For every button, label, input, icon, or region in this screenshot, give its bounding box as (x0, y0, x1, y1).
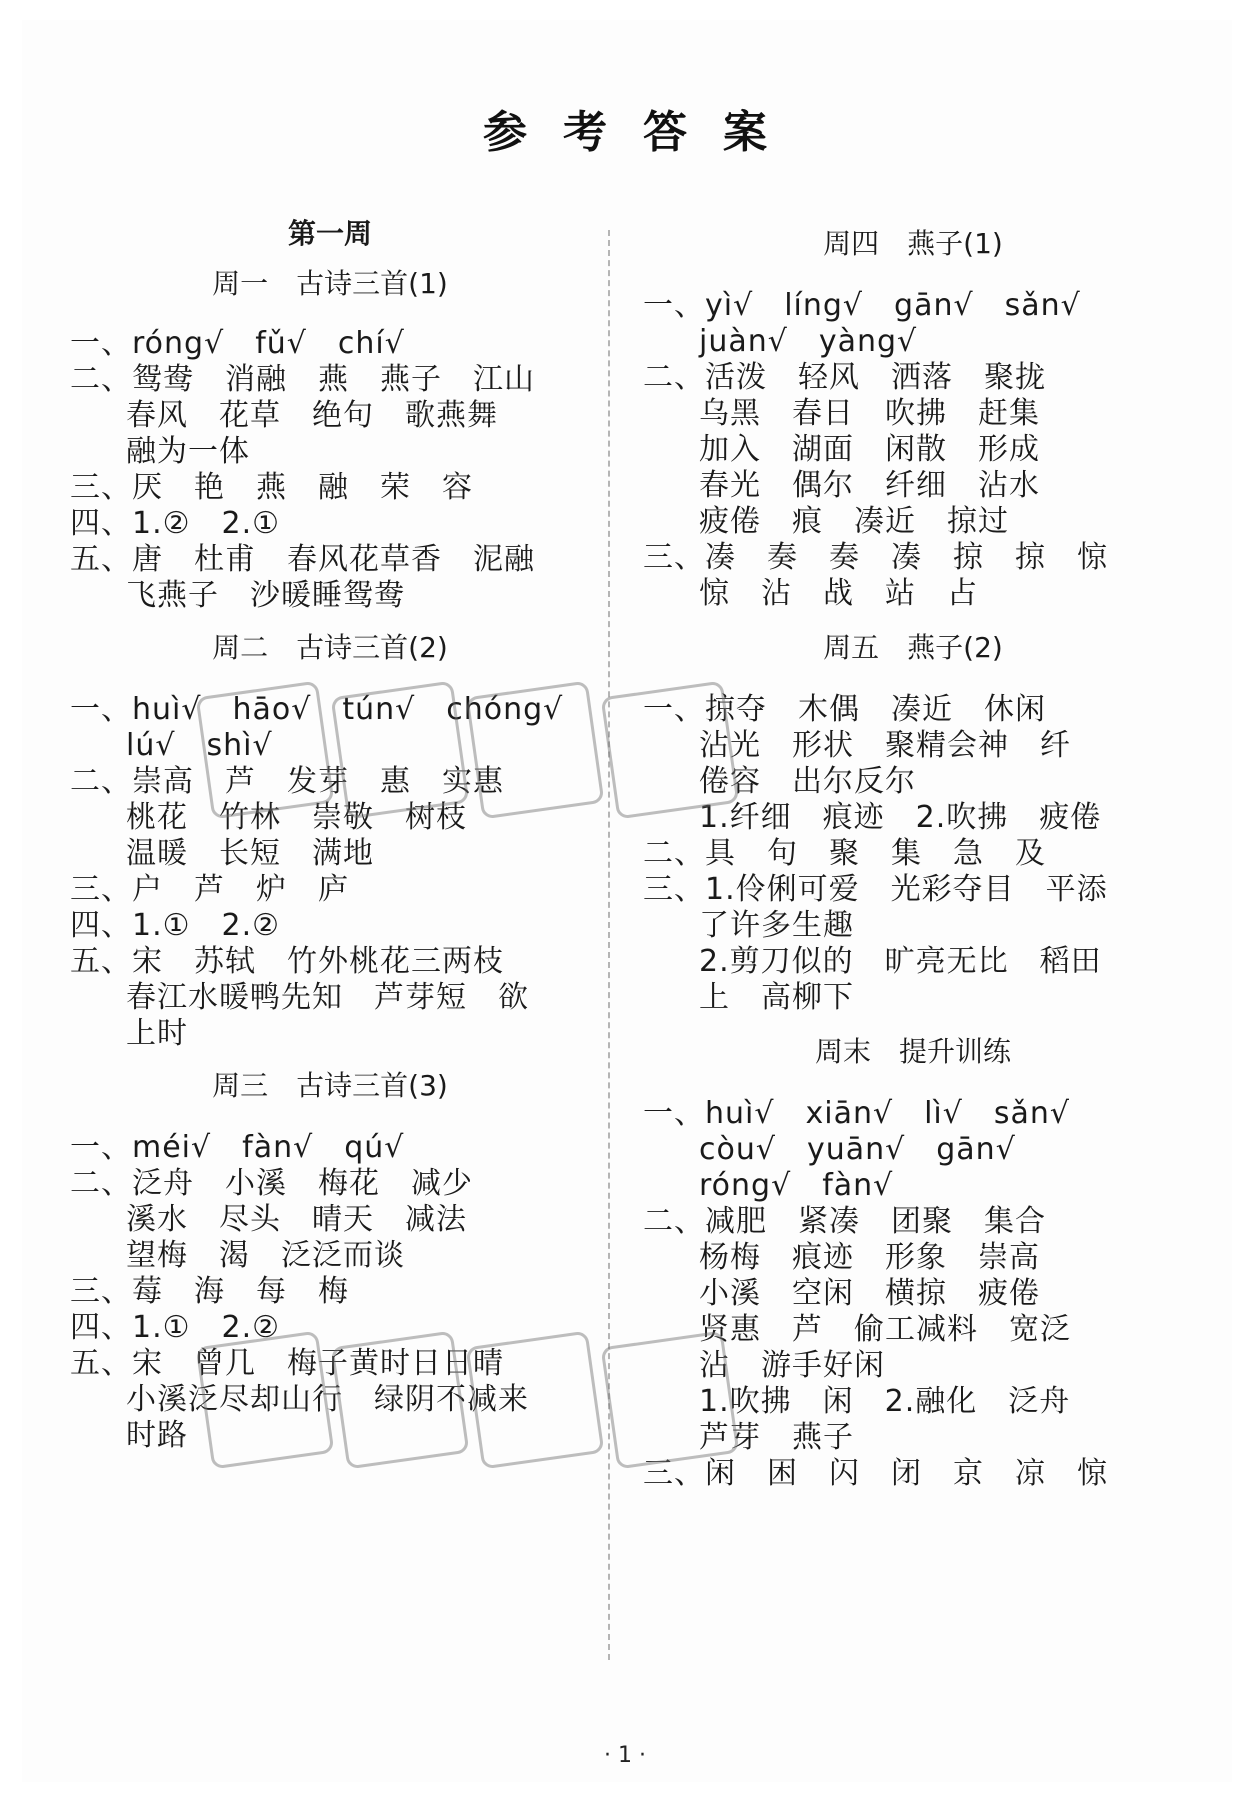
answer-line: 二、活泼 轻风 洒落 聚拢 (643, 360, 1046, 395)
answer-line: 飞燕子 沙暖睡鸳鸯 (126, 578, 405, 613)
answer-line: 一、yì√ líng√ gān√ sǎn√ (643, 288, 1081, 323)
answer-line: 五、宋 苏轼 竹外桃花三两枝 (70, 944, 504, 979)
answer-line: 惊 沾 战 站 占 (699, 576, 978, 611)
answer-line: 倦容 出尔反尔 (699, 764, 916, 799)
answer-line: 时路 (126, 1418, 188, 1453)
answer-line: 了许多生趣 (699, 908, 854, 943)
answer-line: 杨梅 痕迹 形象 崇高 (699, 1240, 1040, 1275)
answer-line: 四、1.① 2.② (70, 908, 281, 943)
answer-line: 一、huì√ xiān√ lì√ sǎn√ (643, 1096, 1071, 1131)
section-subtitle: 周五 燕子(2) (823, 631, 1003, 664)
answer-line: 乌黑 春日 吹拂 赶集 (699, 396, 1040, 431)
answer-line: róng√ fàn√ (699, 1168, 894, 1203)
answer-line: 小溪 空闲 横掠 疲倦 (699, 1276, 1040, 1311)
column-divider (608, 230, 610, 1660)
answer-line: 春江水暖鸭先知 芦芽短 欲 (126, 980, 529, 1015)
answer-line: 上 高柳下 (699, 980, 854, 1015)
answer-line: 沾光 形状 聚精会神 纤 (699, 728, 1071, 763)
title-char: 考 (552, 100, 618, 166)
section-subtitle: 周末 提升训练 (814, 1035, 1011, 1068)
week-heading: 第一周 (287, 217, 372, 250)
section-subtitle: 周一 古诗三首(1) (212, 267, 448, 300)
answer-line: 一、huì√ hāo√ tún√ chóng√ (70, 692, 564, 727)
answer-line: 上时 (126, 1016, 188, 1051)
answer-line: 三、厌 艳 燕 融 荣 容 (70, 470, 473, 505)
answer-line: 桃花 竹林 崇敬 树枝 (126, 800, 467, 835)
answer-line: 二、减肥 紧凑 团聚 集合 (643, 1204, 1046, 1239)
answer-line: 1.纤细 痕迹 2.吹拂 疲倦 (699, 800, 1102, 835)
answer-line: 芦芽 燕子 (699, 1420, 854, 1455)
answer-line: 贤惠 芦 偷工减料 宽泛 (699, 1312, 1071, 1347)
section-subtitle: 周四 燕子(1) (823, 227, 1003, 260)
answer-line: 一、róng√ fǔ√ chí√ (70, 326, 405, 361)
answer-line: 五、宋 曾几 梅子黄时日日晴 (70, 1346, 504, 1381)
answer-line: 小溪泛尽却山行 绿阴不减来 (126, 1382, 529, 1417)
answer-line: 2.剪刀似的 旷亮无比 稻田 (699, 944, 1102, 979)
answer-line: 温暖 长短 满地 (126, 836, 374, 871)
answer-line: 五、唐 杜甫 春风花草香 泥融 (70, 542, 535, 577)
answer-line: 疲倦 痕 凑近 掠过 (699, 504, 1009, 539)
answer-line: juàn√ yàng√ (699, 324, 918, 359)
answer-line: 二、具 句 聚 集 急 及 (643, 836, 1046, 871)
answer-line: 三、1.伶俐可爱 光彩夺目 平添 (643, 872, 1108, 907)
answer-line: 加入 湖面 闲散 形成 (699, 432, 1040, 467)
answer-line: 沾 游手好闲 (699, 1348, 885, 1383)
answer-line: 一、掠夺 木偶 凑近 休闲 (643, 692, 1046, 727)
title-char: 答 (632, 100, 698, 166)
answer-line: 二、泛舟 小溪 梅花 减少 (70, 1166, 473, 1201)
answer-line: 三、凑 奏 奏 凑 掠 掠 惊 (643, 540, 1108, 575)
answer-line: 四、1.② 2.① (70, 506, 281, 541)
title-char: 参 (472, 100, 538, 166)
answer-line: còu√ yuān√ gān√ (699, 1132, 1016, 1167)
answer-line: 1.吹拂 闲 2.融化 泛舟 (699, 1384, 1071, 1419)
answer-line: 三、闲 困 闪 闭 京 凉 惊 (643, 1456, 1108, 1491)
answer-line: 溪水 尽头 晴天 减法 (126, 1202, 467, 1237)
section-subtitle: 周二 古诗三首(2) (212, 631, 448, 664)
answer-line: lú√ shì√ (126, 728, 273, 763)
answer-line: 四、1.① 2.② (70, 1310, 281, 1345)
answer-line: 融为一体 (126, 434, 250, 469)
section-subtitle: 周三 古诗三首(3) (212, 1069, 448, 1102)
answer-line: 二、崇高 芦 发芽 惠 实惠 (70, 764, 504, 799)
answer-line: 春风 花草 绝句 歌燕舞 (126, 398, 498, 433)
answer-line: 三、莓 海 每 梅 (70, 1274, 349, 1309)
page-title (0, 100, 1250, 166)
answer-line: 三、户 芦 炉 庐 (70, 872, 349, 907)
answer-line: 一、méi√ fàn√ qú√ (70, 1130, 405, 1165)
answer-line: 春光 偶尔 纤细 沾水 (699, 468, 1040, 503)
answer-line: 二、鸳鸯 消融 燕 燕子 江山 (70, 362, 535, 397)
page-number: · 1 · (604, 1743, 646, 1768)
answer-line: 望梅 渴 泛泛而谈 (126, 1238, 405, 1273)
title-char: 案 (712, 100, 778, 166)
